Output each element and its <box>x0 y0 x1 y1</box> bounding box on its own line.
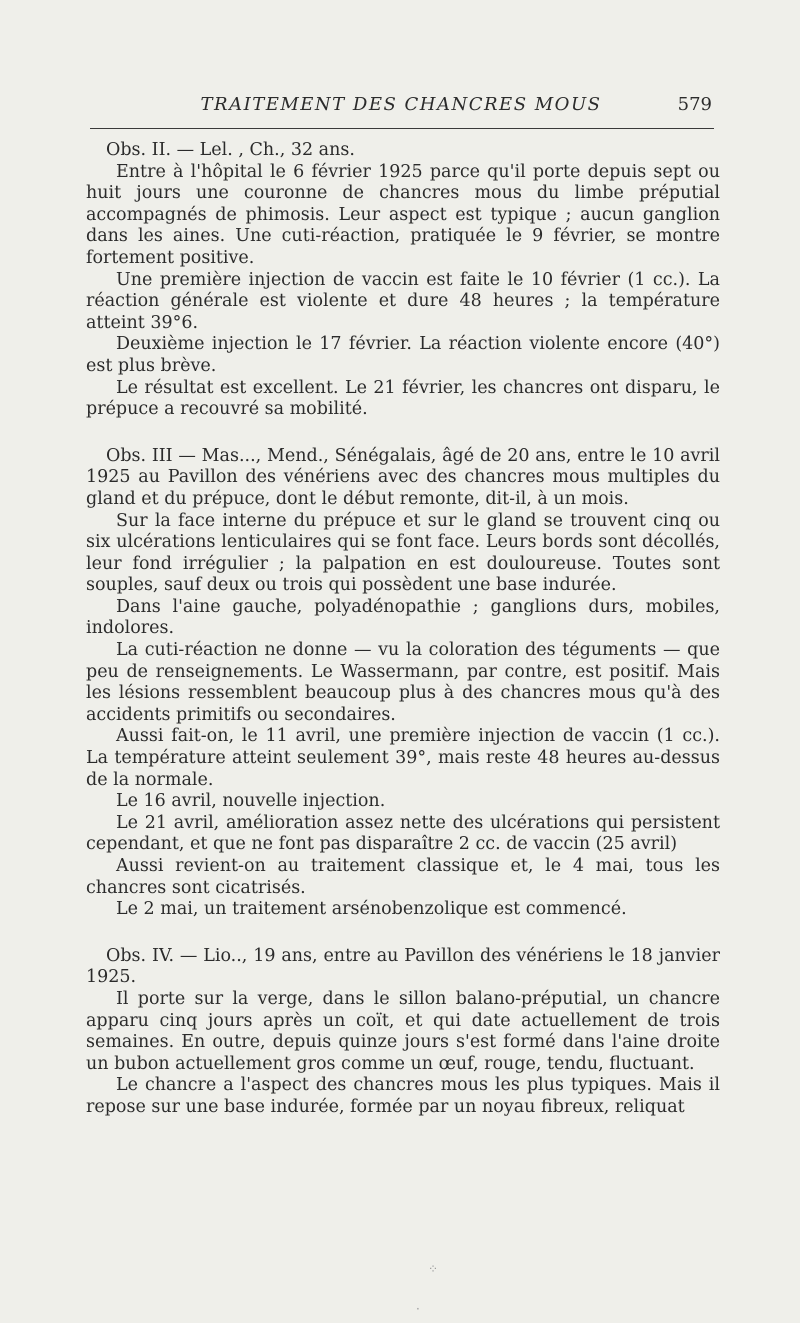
body-text <box>86 140 720 1119</box>
paragraph: Le chancre a l'aspect des chancres mous les plus typiques. Mais il repose sur une base indurée, formée par un noyau fibreux, reliquat <box>86 1075 720 1117</box>
paragraph: Aussi fait-on, le 11 avril, une première injection de vaccin (1 cc.). La température atteint seulement 39°, mais reste 48 heures au-dessus de la normale. <box>86 726 720 790</box>
header-rule <box>90 128 714 129</box>
paragraph: Le résultat est excellent. Le 21 février, les chancres ont disparu, le prépuce a recouvré sa mobilité. <box>86 377 720 420</box>
paragraph: Le 2 mai, un traitement arsénobenzolique est commencé. <box>116 899 627 920</box>
paragraph: Aussi revient-on au traitement classique et, le 4 mai, tous les chancres sont cicatrisés. <box>86 856 720 898</box>
paragraph: La cuti-réaction ne donne — vu la coloration des téguments — que peu de renseignements. Le Wassermann, par contre, est positif. Mais les lésions ressemblent beaucoup plus à des chancres mous qu'à des accidents primitifs ou secondaires. <box>86 640 720 725</box>
running-title: TRAITEMENT DES CHANCRES MOUS <box>200 94 602 115</box>
observation-4 <box>86 946 720 1119</box>
running-head <box>90 92 712 128</box>
observation-heading: Obs. II. — Lel. , Ch., 32 ans. <box>106 140 355 160</box>
paragraph: Le 16 avril, nouvelle injection. <box>116 791 386 812</box>
page-number: 579 <box>677 94 712 115</box>
scan-speck-mark: ⁘ <box>428 1262 439 1276</box>
scan-speck-mark: · <box>416 1302 420 1316</box>
observation-3 <box>86 446 720 921</box>
observation-2 <box>86 140 720 421</box>
paragraph: Deuxième injection le 17 février. La réaction violente encore (40°) est plus brève. <box>86 334 720 376</box>
paragraph: Dans l'aine gauche, polyadénopathie ; ganglions durs, mobiles, indolores. <box>86 596 720 639</box>
observation-heading: Obs. IV. — Lio.., 19 ans, entre au Pavillon des vénériens le 18 janvier 1925. <box>86 945 720 988</box>
paragraph: Entre à l'hôpital le 6 février 1925 parce qu'il porte depuis sept ou huit jours une couronne de chancres mous du limbe préputial accompagnés de phimosis. Leur aspect est typique ; aucun ganglion dans les aines. Une cuti-réaction, pratiquée le 9 février, se montre fortement positive. <box>86 161 720 268</box>
paragraph: Sur la face interne du prépuce et sur le gland se trouvent cinq ou six ulcérations lenticulaires qui se font face. Leurs bords sont décollés, leur fond irrégulier ; la palpation en est douloureuse. Toutes sont souples, sauf deux ou trois qui possèdent une base indurée. <box>86 510 720 596</box>
paragraph: Le 21 avril, amélioration assez nette des ulcérations qui persistent cependant, et que ne font pas disparaître 2 cc. de vaccin (25 avril) <box>86 812 720 855</box>
section-gap <box>86 921 720 946</box>
observation-heading: Obs. III — Mas..., Mend., Sénégalais, âgé de 20 ans, entre le 10 avril 1925 au Pavillon des vénériens avec des chancres mous multiples du gland et du prépuce, dont le début remonte, dit-il, à un mois. <box>86 445 720 509</box>
paragraph: Il porte sur la verge, dans le sillon balano-préputial, un chancre apparu cinq jours après un coït, et qui date actuellement de trois semaines. En outre, depuis quinze jours s'est formé dans l'aine droite un bubon actuellement gros comme un œuf, rouge, tendu, fluctuant. <box>86 988 720 1074</box>
paragraph: Une première injection de vaccin est faite le 10 février (1 cc.). La réaction générale est violente et dure 48 heures ; la température atteint 39°6. <box>86 269 720 333</box>
section-gap <box>86 421 720 446</box>
